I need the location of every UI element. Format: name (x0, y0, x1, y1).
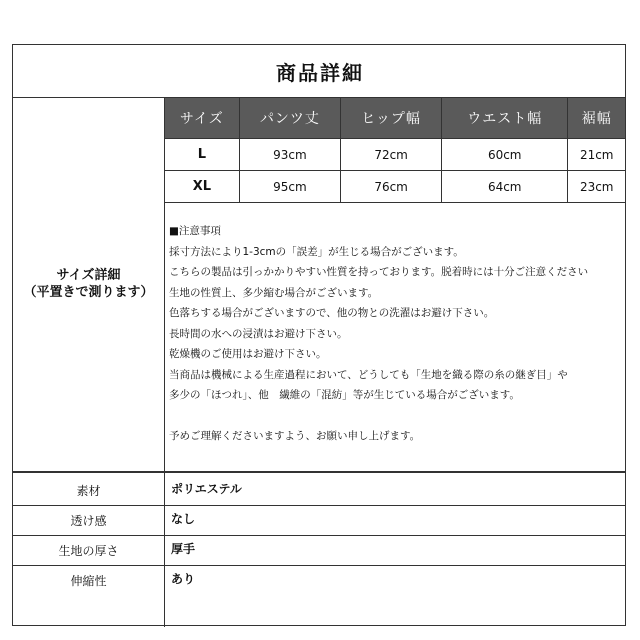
header-waist: ウエスト幅 (442, 98, 568, 139)
property-label: 素材 (76, 483, 101, 498)
header-hip: ヒップ幅 (341, 98, 442, 139)
header-hem: 裾幅 (568, 98, 626, 139)
value-cell: 95cm (239, 171, 341, 203)
value-cell: 60cm (442, 139, 568, 171)
property-row-material (13, 475, 627, 505)
note-line: 乾燥機のご使用はお避け下さい。 (169, 348, 327, 360)
property-value: 厚手 (171, 541, 196, 556)
product-detail-table (12, 44, 626, 626)
size-detail-label (13, 97, 164, 471)
note-line: 長時間の水への浸漬はお避け下さい。 (169, 327, 348, 340)
size-table (164, 97, 626, 203)
property-label: 伸縮性 (70, 573, 107, 588)
header-length: パンツ丈 (239, 98, 341, 139)
page-title: 商品詳細 (276, 60, 364, 85)
size-cell: XL (165, 171, 240, 203)
property-row-thickness (13, 535, 627, 565)
table-row (165, 139, 626, 171)
note-line (169, 406, 624, 427)
note-line: ■注意事項 (169, 225, 221, 237)
value-cell: 21cm (568, 139, 626, 171)
size-detail-subtitle: （平置きで測ります） (23, 285, 154, 300)
note-line: こちらの製品は引っかかりやすい性質を持っております。脱着時には十分ご注意ください (169, 266, 589, 278)
property-row-sheerness (13, 505, 627, 535)
note-line: 色落ちする場合がございますので、他の物との洗濯はお避け下さい。 (169, 307, 495, 319)
header-size: サイズ (165, 98, 240, 139)
table-row (165, 171, 626, 203)
property-label: 透け感 (70, 513, 107, 528)
note-line: 予めご理解くださいますよう、お願い申し上げます。 (169, 430, 421, 442)
property-label: 生地の厚さ (58, 543, 119, 558)
care-notes (169, 221, 624, 447)
size-table-header (165, 98, 626, 139)
value-cell: 23cm (568, 171, 626, 203)
property-row-stretch (13, 565, 627, 595)
value-cell: 93cm (239, 139, 341, 171)
size-detail-title: サイズ詳細 (56, 268, 121, 283)
note-line: 生地の性質上、多少縮む場合がございます。 (169, 286, 379, 299)
property-value: なし (171, 511, 196, 526)
divider (13, 471, 625, 473)
value-cell: 76cm (341, 171, 442, 203)
note-line: 多少の「ほつれ」、他 繊維の「混紡」等が生じている場合がございます。 (169, 389, 520, 401)
property-value: あり (171, 571, 196, 586)
note-line: 当商品は機械による生産過程において、どうしても「生地を織る際の糸の継ぎ目」や (169, 368, 568, 381)
value-cell: 64cm (442, 171, 568, 203)
value-cell: 72cm (341, 139, 442, 171)
size-cell: L (165, 139, 240, 171)
property-value: ポリエステル (171, 481, 242, 496)
note-line: 採寸方法により1-3cmの「誤差」が生じる場合がございます。 (169, 245, 464, 258)
